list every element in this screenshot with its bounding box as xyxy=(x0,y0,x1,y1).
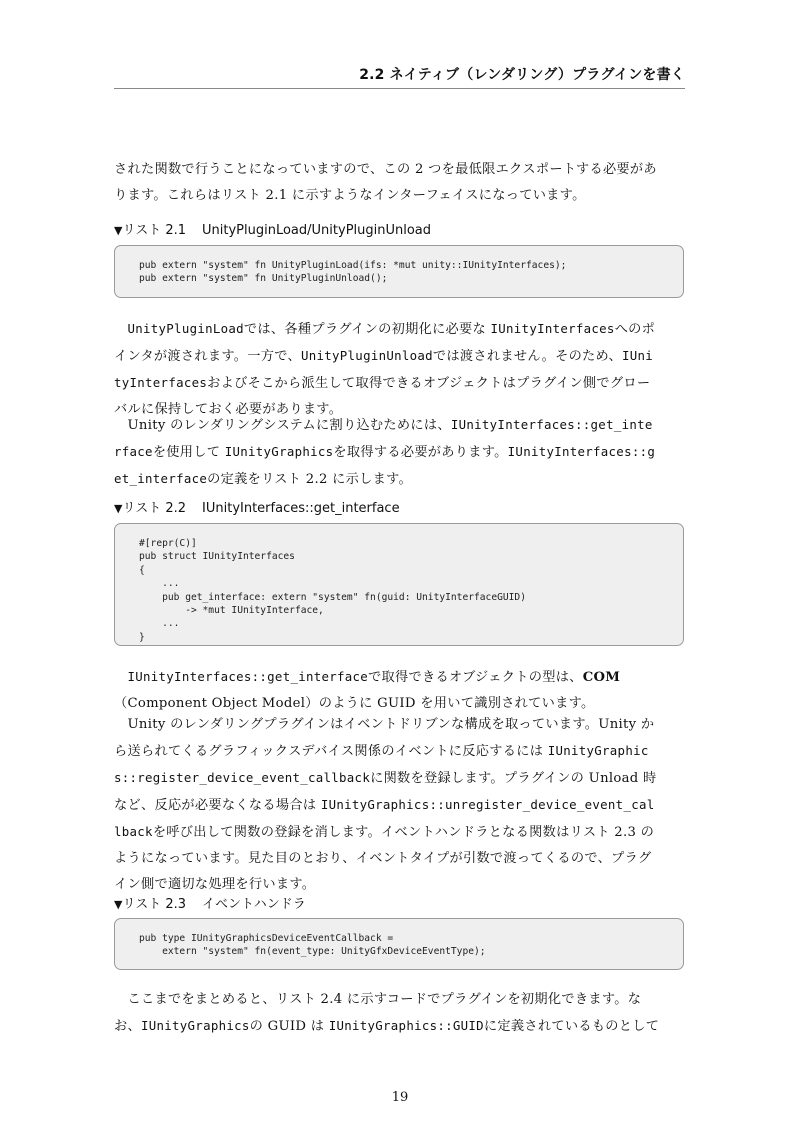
code-line: #[repr(C)] xyxy=(139,538,197,549)
text-line xyxy=(114,846,685,872)
text-line xyxy=(114,765,685,792)
listing-caption xyxy=(114,497,400,516)
inline-code: IUnityGraphic xyxy=(547,743,649,758)
listing-caption xyxy=(114,219,431,238)
inline-code: tyInterfaces xyxy=(114,375,208,390)
running-head: 2.2 ネイティブ（レンダリング）プラグインを書く xyxy=(359,67,685,83)
text-run: を呼び出して関数の登録を消します。イベントハンドラとなる関数はリスト 2.3 の xyxy=(152,825,655,840)
triangle-marker-icon: ▼ xyxy=(114,224,123,237)
text-run: Unity のレンダリングシステムに割り込むためには、 xyxy=(127,418,451,433)
text-line xyxy=(114,664,685,691)
inline-code: IUnityInterfaces::g xyxy=(507,444,656,459)
inline-code: IUnityInterfaces::get_interface xyxy=(127,669,369,684)
text-run: に定義されているものとして xyxy=(483,1019,660,1034)
text-run: など、反応が必要なくなる場合は xyxy=(114,798,321,813)
text-run: Unity のレンダリングプラグインはイベントドリブンな構成を取っています。Unity か xyxy=(127,717,655,732)
inline-code: s::register_device_event_callback xyxy=(114,770,371,785)
code-line: ... xyxy=(139,618,180,630)
listing-number: リスト 2.2 xyxy=(122,501,187,516)
code-block xyxy=(114,918,684,970)
text-line xyxy=(114,819,685,846)
code-line: pub extern "system" fn UnityPluginUnload(); xyxy=(139,273,388,285)
inline-code: IUnityGraphics xyxy=(224,444,334,459)
listing-title: IUnityInterfaces::get_interface xyxy=(202,501,400,516)
text-line xyxy=(114,370,685,397)
inline-code: IUnityInterfaces xyxy=(490,321,615,336)
text-line xyxy=(114,712,685,738)
code-line: -> *mut IUnityInterface, xyxy=(139,605,324,617)
inline-code: IUnityGraphics::unregister_device_event_cal xyxy=(320,797,655,812)
code-line: pub extern "system" fn UnityPluginLoad(ifs: *mut unity::IUnityInterfaces); xyxy=(139,260,567,271)
text-line xyxy=(114,439,685,466)
triangle-marker-icon: ▼ xyxy=(114,898,123,911)
text-run: では、各種プラグインの初期化に必要な xyxy=(243,322,491,337)
inline-code: et_interface xyxy=(114,471,208,486)
text-line: された関数で行うことになっていますので、この 2 つを最低限エクスポートする必要があ xyxy=(114,162,657,177)
text-line: ります。これらはリスト 2.1 に示すようなインターフェイスになっています。 xyxy=(114,188,586,203)
code-line: ... xyxy=(139,578,180,590)
text-line xyxy=(114,412,685,439)
inline-code: UnityPluginLoad xyxy=(127,321,244,336)
text-run: ら送られてくるグラフィックスデバイス関係のイベントに反応するには xyxy=(114,744,548,759)
code-line: extern "system" fn(event_type: UnityGfxDeviceEventType); xyxy=(139,946,486,958)
listing-number: リスト 2.1 xyxy=(122,223,187,238)
listing-title: イベントハンドラ xyxy=(202,897,306,912)
text-run: を取得する必要があります。 xyxy=(333,445,508,460)
header-rule xyxy=(114,88,685,89)
inline-code: IUni xyxy=(622,348,654,363)
text-run: の定義をリスト 2.2 に示します。 xyxy=(207,472,412,487)
listing-number: リスト 2.3 xyxy=(122,897,187,912)
text-run: を使用して xyxy=(152,445,225,460)
text-run: に関数を登録します。プラグインの Unload 時 xyxy=(370,771,657,786)
text-line xyxy=(114,316,685,343)
text-run: お、 xyxy=(114,1019,141,1034)
inline-code: lback xyxy=(114,824,153,839)
page-number: 19 xyxy=(391,1090,409,1105)
code-line: } xyxy=(139,631,145,643)
code-line: { xyxy=(139,564,145,576)
text-line xyxy=(114,343,685,370)
paragraph-plugin-load xyxy=(114,316,685,423)
text-run: イン側で適切な処理を行います。 xyxy=(114,877,316,892)
text-line xyxy=(114,1013,685,1040)
text-run: （Component Object Model）のように GUID を用いて識別されています。 xyxy=(114,696,595,711)
paragraph-intro xyxy=(114,157,685,209)
code-block xyxy=(114,245,684,298)
text-run: ここまでをまとめると、リスト 2.4 に示すコードでプラグインを初期化できます。な xyxy=(127,992,642,1007)
code-line: pub struct IUnityInterfaces xyxy=(139,551,295,563)
text-line xyxy=(114,987,685,1013)
listing-caption xyxy=(114,893,306,912)
paragraph-com xyxy=(114,664,685,717)
listing-title: UnityPluginLoad/UnityPluginUnload xyxy=(202,223,432,238)
text-run: では渡されません。そのため、 xyxy=(432,349,622,364)
text-run: へのポ xyxy=(614,322,656,337)
paragraph-summary xyxy=(114,987,685,1040)
inline-code: rface xyxy=(114,444,153,459)
inline-code: IUnityGraphics::GUID xyxy=(328,1018,484,1033)
text-run: バルに保持しておく必要があります。 xyxy=(114,402,343,417)
text-run: ようになっています。見た目のとおり、イベントタイプが引数で渡ってくるので、プラグ xyxy=(114,851,652,866)
text-line xyxy=(114,792,685,819)
text-run: およびそこから派生して取得できるオブジェクトはプラグイン側でグロー xyxy=(207,376,651,391)
text-run: で取得できるオブジェクトの型は、 xyxy=(368,670,583,685)
text-line xyxy=(114,466,685,493)
text-run: インタが渡されます。一方で、 xyxy=(114,349,301,364)
text-run: の GUID は xyxy=(249,1019,329,1034)
code-block xyxy=(114,523,684,646)
inline-code: IUnityGraphics xyxy=(140,1018,250,1033)
code-line: pub type IUnityGraphicsDeviceEventCallback = xyxy=(139,933,394,944)
inline-code: UnityPluginUnload xyxy=(300,348,433,363)
paragraph-get-interface xyxy=(114,412,685,493)
text-line xyxy=(114,738,685,765)
inline-code: IUnityInterfaces::get_inte xyxy=(450,417,653,432)
paragraph-event-driven xyxy=(114,712,685,898)
code-line: pub get_interface: extern "system" fn(guid: UnityInterfaceGUID) xyxy=(139,591,526,603)
bold-term: COM xyxy=(582,670,621,685)
triangle-marker-icon: ▼ xyxy=(114,502,123,515)
